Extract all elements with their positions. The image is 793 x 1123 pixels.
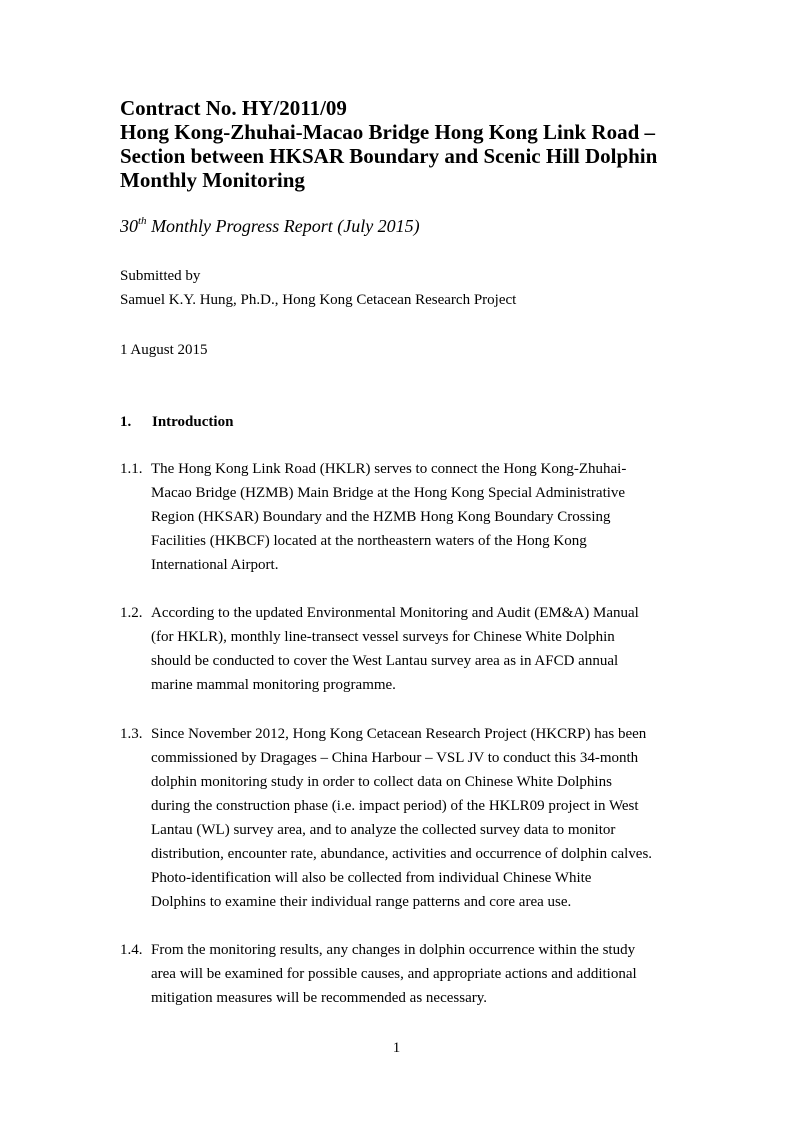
paragraph-line: (for HKLR), monthly line-transect vessel surveys for Chinese White Dolphin [151, 629, 615, 645]
report-number-suffix: th [138, 215, 147, 227]
paragraph-line: Macao Bridge (HZMB) Main Bridge at the Hong Kong Special Administrative [151, 485, 626, 501]
paragraph-line: mitigation measures will be recommended as necessary. [151, 990, 487, 1006]
section-heading [120, 410, 233, 434]
paragraph-line: Facilities (HKBCF) located at the northeastern waters of the Hong Kong [151, 533, 587, 549]
paragraph-line: area will be examined for possible causes, and appropriate actions and additional [151, 966, 637, 982]
paragraph-line: International Airport. [151, 557, 279, 573]
paragraph-line: Photo-identification will also be collected from individual Chinese White [151, 870, 592, 886]
page-number: 1 [392, 1040, 401, 1056]
contract-number: Contract No. HY/2011/09 [120, 96, 347, 120]
paragraph-1-2 [120, 601, 680, 697]
paragraph-1-4 [120, 938, 680, 1010]
paragraph-line: From the monitoring results, any changes in dolphin occurrence within the study [151, 942, 636, 958]
paragraph-line: Lantau (WL) survey area, and to analyze the collected survey data to monitor [151, 822, 616, 838]
paragraph-line: Region (HKSAR) Boundary and the HZMB Hong Kong Boundary Crossing [151, 509, 611, 525]
section-title: Introduction [152, 414, 234, 430]
title-line-4: Monthly Monitoring [120, 168, 305, 192]
submitter-name: Samuel K.Y. Hung, Ph.D., Hong Kong Cetacean Research Project [120, 292, 517, 308]
paragraph-1-1 [120, 457, 680, 577]
paragraph-line: According to the updated Environmental Monitoring and Audit (EM&A) Manual [151, 605, 639, 621]
report-subtitle [120, 216, 420, 237]
paragraph-number: 1.2. [120, 605, 143, 621]
document-title [120, 96, 720, 192]
paragraph-number: 1.4. [120, 942, 143, 958]
paragraph-line: marine mammal monitoring programme. [151, 677, 396, 693]
report-subtitle-text: Monthly Progress Report (July 2015) [146, 216, 420, 236]
paragraph-line: dolphin monitoring study in order to collect data on Chinese White Dolphins [151, 774, 612, 790]
paragraph-line: during the construction phase (i.e. impact period) of the HKLR09 project in West [151, 798, 639, 814]
title-line-2: Hong Kong-Zhuhai-Macao Bridge Hong Kong Link Road – [120, 120, 656, 144]
paragraph-line: Since November 2012, Hong Kong Cetacean Research Project (HKCRP) has been [151, 726, 647, 742]
paragraph-line: commissioned by Dragages – China Harbour – VSL JV to conduct this 34-month [151, 750, 639, 766]
paragraph-line: Dolphins to examine their individual range patterns and core area use. [151, 894, 572, 910]
paragraph-line: distribution, encounter rate, abundance, activities and occurrence of dolphin calves. [151, 846, 653, 862]
paragraph-line: should be conducted to cover the West Lantau survey area as in AFCD annual [151, 653, 619, 669]
title-line-3: Section between HKSAR Boundary and Scenic Hill Dolphin [120, 144, 658, 168]
paragraph-1-3 [120, 722, 680, 914]
paragraph-number: 1.1. [120, 461, 143, 477]
report-date: 1 August 2015 [120, 342, 208, 358]
paragraph-number: 1.3. [120, 726, 143, 742]
submitted-by-label: Submitted by [120, 268, 201, 284]
report-number: 30 [120, 216, 138, 236]
section-number: 1. [120, 414, 132, 430]
paragraph-line: The Hong Kong Link Road (HKLR) serves to connect the Hong Kong-Zhuhai- [151, 461, 627, 477]
